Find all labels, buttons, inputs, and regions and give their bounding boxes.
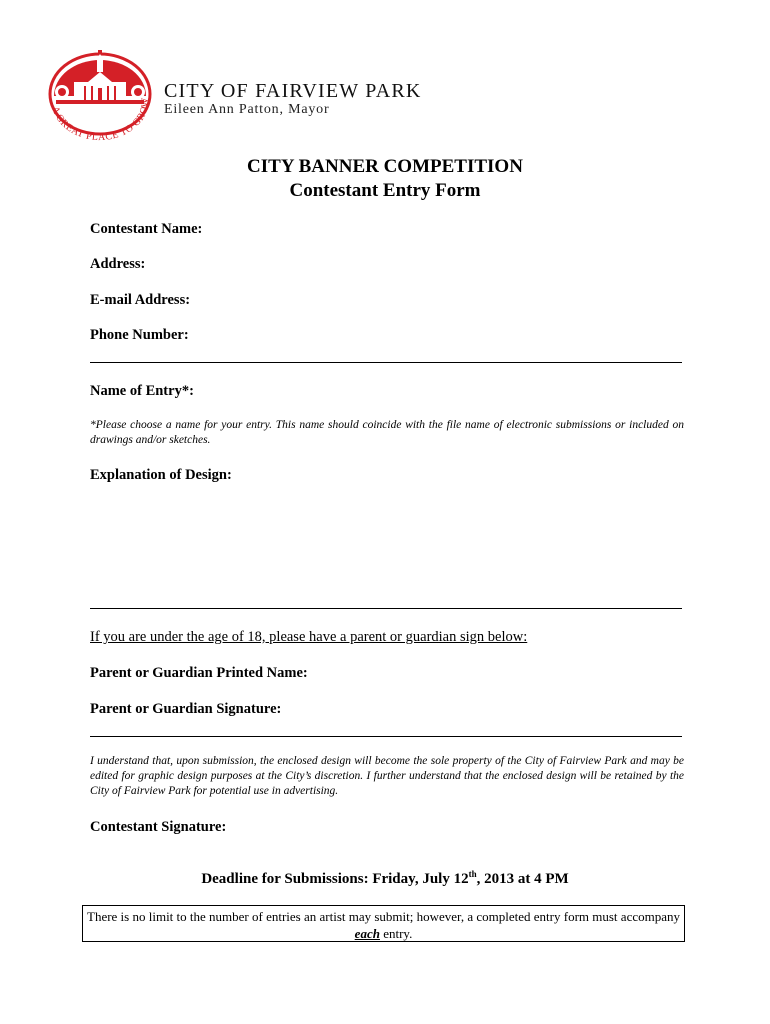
mayor-name: Eileen Ann Patton, Mayor [164,102,330,117]
entry-limit-notice [82,905,685,942]
form-title: CITY BANNER COMPETITION [247,156,523,177]
contestant-signature-label: Contestant Signature: [90,819,227,835]
address-label: Address: [90,256,146,272]
deadline-text: Deadline for Submissions: Friday, July 12 [201,871,469,887]
guardian-instruction: If you are under the age of 18, please have a parent or guardian sign below: [90,629,528,645]
divider [90,608,682,609]
deadline-line [0,871,770,888]
divider [90,362,682,363]
guardian-printed-name-label: Parent or Guardian Printed Name: [90,665,308,681]
deadline-suffix: , 2013 at 4 PM [476,871,569,887]
entry-name-note: *Please choose a name for your entry. This name should coincide with the file name of electronic submissions or included on drawings and/or sketches. [90,419,684,446]
city-seal-logo [44,46,156,146]
divider [90,736,682,737]
svg-text:A GREAT PLACE TO GROW: A GREAT PLACE TO GROW [49,97,152,144]
contestant-name-label: Contestant Name: [90,221,203,237]
notice-emphasis: each [354,926,380,941]
form-subtitle: Contestant Entry Form [289,180,481,201]
agreement-text: I understand that, upon submission, the enclosed design will become the sole property of the City of Fairview Park and may be edited for graphic design purposes at the City’s discretion. I further understand that the enclosed design will be retained by the City of Fairview Park for potential use in advertising. [90,755,684,797]
entry-name-label: Name of Entry*: [90,383,194,399]
notice-text: There is no limit to the number of entries an artist may submit; however, a completed entry form must accompany [87,909,680,924]
guardian-signature-label: Parent or Guardian Signature: [90,701,282,717]
city-name: CITY OF FAIRVIEW PARK [164,80,422,102]
explanation-label: Explanation of Design: [90,467,232,483]
deadline-superscript: th [468,869,477,879]
notice-text-end: entry. [379,926,413,941]
email-label: E-mail Address: [90,292,191,308]
phone-label: Phone Number: [90,327,189,343]
